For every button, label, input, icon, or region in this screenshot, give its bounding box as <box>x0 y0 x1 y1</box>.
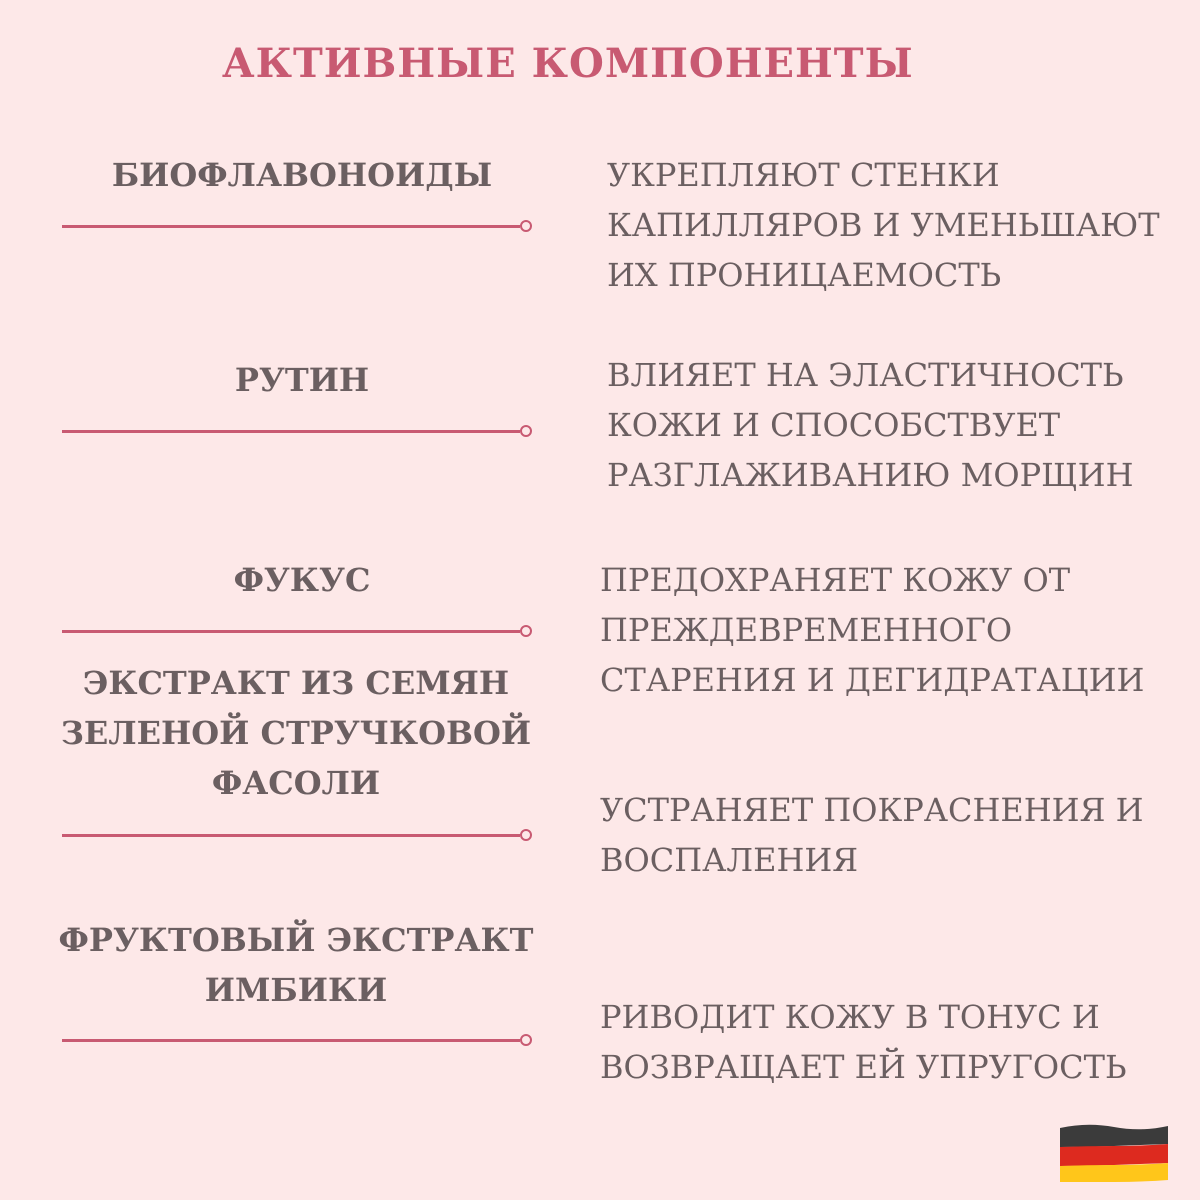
component-description-bioflavonoids: УКРЕПЛЯЮТ СТЕНКИ КАПИЛЛЯРОВ И УМЕНЬШАЮТ ИХ ПРОНИЦАЕМОСТЬ <box>607 156 1160 294</box>
component-description-bean-extract: УСТРАНЯЕТ ПОКРАСНЕНИЯ И ВОСПАЛЕНИЯ <box>600 791 1144 879</box>
connector-line <box>62 425 534 437</box>
component-name-fucus: ФУКУС <box>233 561 371 599</box>
connector-dot-icon <box>520 625 532 637</box>
connector-line <box>62 829 534 841</box>
connector-dot-icon <box>520 425 532 437</box>
component-name-imbika-extract: ФРУКТОВЫЙ ЭКСТРАКТ ИМБИКИ <box>58 921 534 1009</box>
connector-dot-icon <box>520 1034 532 1046</box>
connector-line <box>62 220 534 232</box>
component-name-rutin: РУТИН <box>234 361 370 399</box>
page-title: АКТИВНЫЕ КОМПОНЕНТЫ <box>222 40 914 87</box>
connector-line <box>62 625 534 637</box>
component-description-rutin: ВЛИЯЕТ НА ЭЛАСТИЧНОСТЬ КОЖИ И СПОСОБСТВУЕТ РАЗГЛАЖИВАНИЮ МОРЩИН <box>607 356 1134 494</box>
component-name-bioflavonoids: БИОФЛАВОНОИДЫ <box>111 156 493 194</box>
component-description-imbika-extract: РИВОДИТ КОЖУ В ТОНУС И ВОЗВРАЩАЕТ ЕЙ УПРУГОСТЬ <box>600 998 1127 1086</box>
connector-dot-icon <box>520 220 532 232</box>
connector-line <box>62 1034 534 1046</box>
component-description-fucus: ПРЕДОХРАНЯЕТ КОЖУ ОТ ПРЕЖДЕВРЕМЕННОГО СТАРЕНИЯ И ДЕГИДРАТАЦИИ <box>600 561 1145 699</box>
component-name-bean-extract: ЭКСТРАКТ ИЗ СЕМЯН ЗЕЛЕНОЙ СТРУЧКОВОЙ ФАСОЛИ <box>60 664 532 802</box>
connector-dot-icon <box>520 829 532 841</box>
germany-flag-icon <box>1060 1122 1168 1182</box>
